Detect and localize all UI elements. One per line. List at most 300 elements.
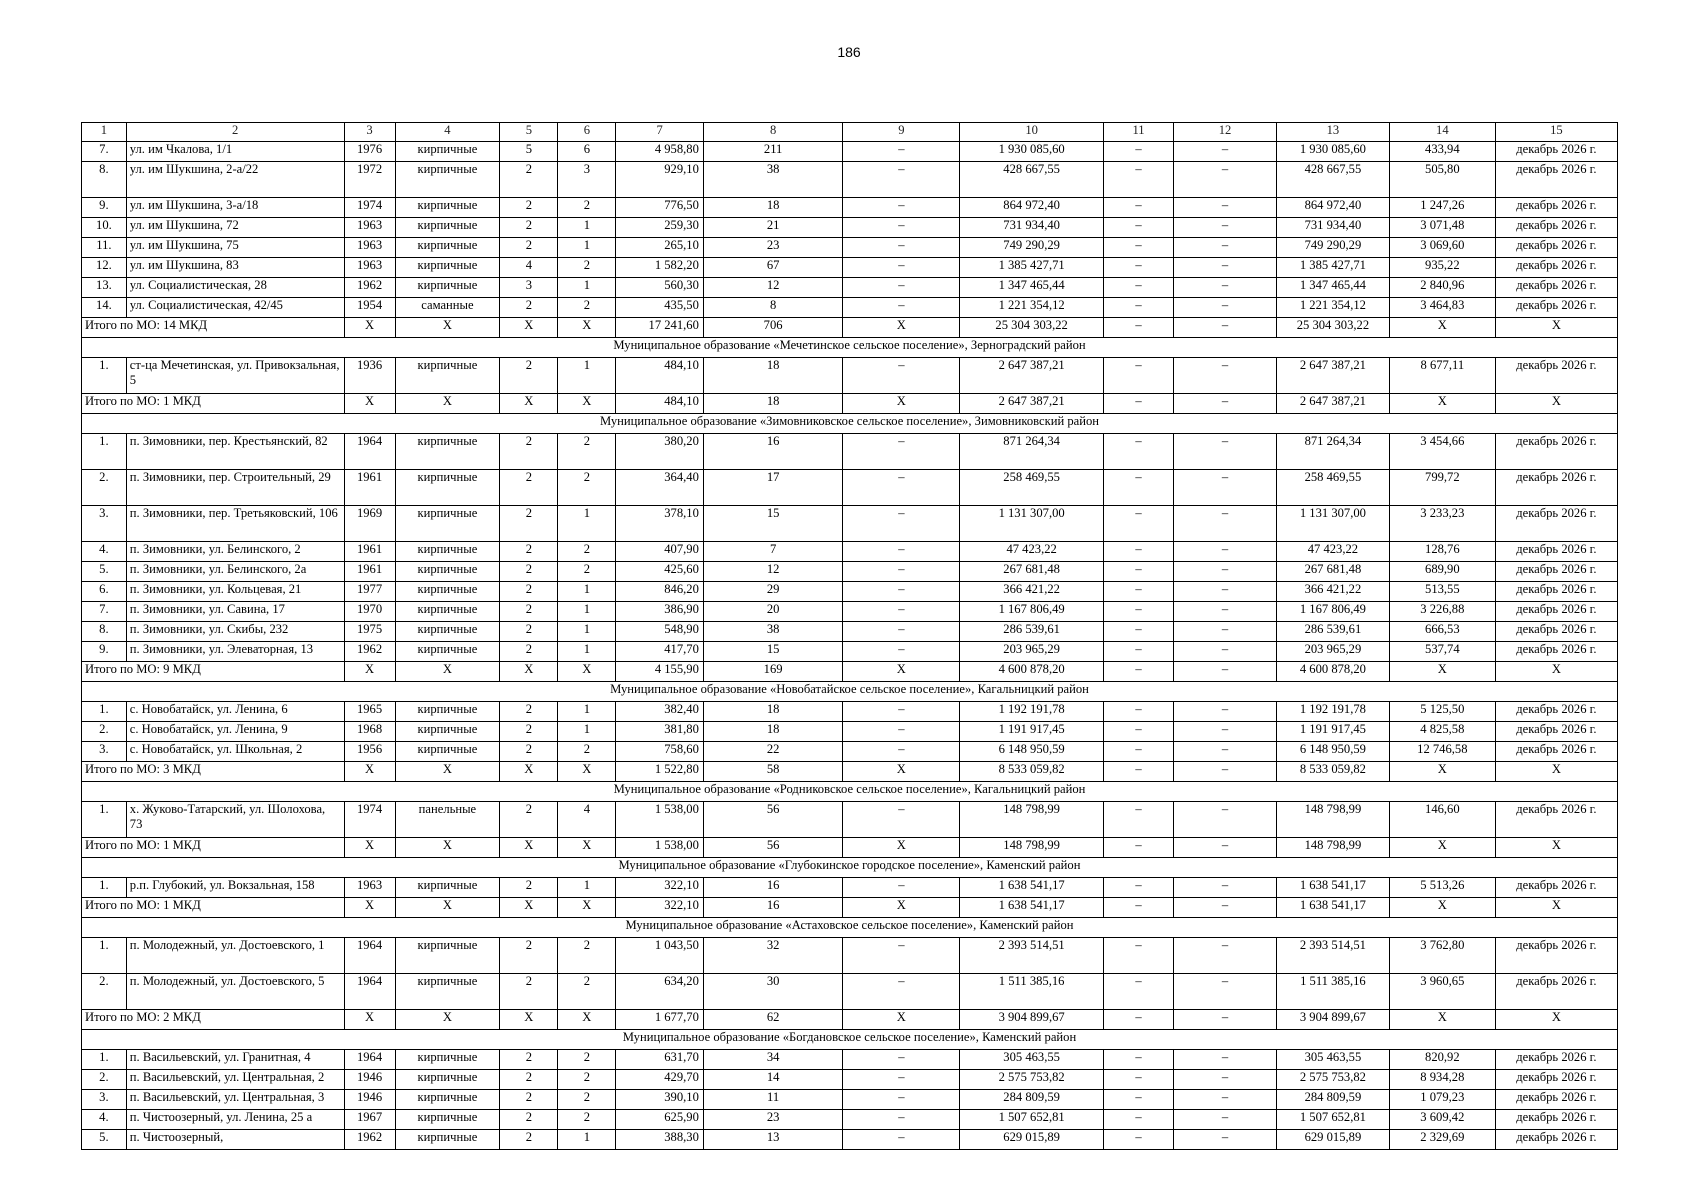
total-area: 631,70 [616, 1050, 704, 1070]
floors: 5 [500, 142, 558, 162]
cost-col-13: 871 264,34 [1276, 434, 1389, 470]
table-row [82, 278, 1618, 298]
table-row [82, 974, 1618, 1010]
column-number: 2 [126, 123, 344, 142]
total-cost: 629 015,89 [960, 1130, 1104, 1150]
cost-col-11: – [1103, 162, 1173, 198]
total-label: Итого по МО: 1 МКД [82, 394, 345, 414]
planned-date: декабрь 2026 г. [1495, 198, 1617, 218]
total-area: 265,10 [616, 238, 704, 258]
column-number: 5 [500, 123, 558, 142]
year-built: 1964 [344, 938, 395, 974]
wall-material: саманные [395, 298, 500, 318]
cost-col-13: 1 385 427,71 [1276, 258, 1389, 278]
residents: 16 [703, 898, 842, 918]
cost-col-13: 203 965,29 [1276, 642, 1389, 662]
table-row [82, 542, 1618, 562]
row-index: 7. [82, 602, 127, 622]
housing-register-table [81, 122, 1618, 1150]
floors: 2 [500, 938, 558, 974]
table-row [82, 562, 1618, 582]
municipality-title: Муниципальное образование «Астаховское сельское поселение», Каменский район [82, 918, 1618, 938]
residents: 56 [703, 802, 842, 838]
total-cost: 286 539,61 [960, 622, 1104, 642]
wall-material: кирпичные [395, 602, 500, 622]
cost-col-11: – [1103, 702, 1173, 722]
table-row [82, 1090, 1618, 1110]
wall-material: кирпичные [395, 142, 500, 162]
wall-material: X [395, 318, 500, 338]
total-area: 390,10 [616, 1090, 704, 1110]
total-area: 634,20 [616, 974, 704, 1010]
table-row [82, 1050, 1618, 1070]
floors: X [500, 838, 558, 858]
cost-col-11: – [1103, 878, 1173, 898]
address: п. Зимовники, ул. Савина, 17 [126, 602, 344, 622]
cost-col-9: – [843, 1090, 960, 1110]
cost-col-12: – [1174, 1110, 1277, 1130]
entrances: 2 [558, 974, 616, 1010]
row-index: 1. [82, 938, 127, 974]
cost-col-13: 2 575 753,82 [1276, 1070, 1389, 1090]
planned-date: декабрь 2026 г. [1495, 278, 1617, 298]
column-number: 9 [843, 123, 960, 142]
residents: 11 [703, 1090, 842, 1110]
cost-col-13: 6 148 950,59 [1276, 742, 1389, 762]
cost-col-9: – [843, 1110, 960, 1130]
total-cost: 428 667,55 [960, 162, 1104, 198]
cost-col-12: – [1174, 358, 1277, 394]
cost-col-12: – [1174, 1070, 1277, 1090]
floors: 2 [500, 1110, 558, 1130]
year-built: 1964 [344, 974, 395, 1010]
total-cost: 2 575 753,82 [960, 1070, 1104, 1090]
residents: 23 [703, 1110, 842, 1130]
row-index: 12. [82, 258, 127, 278]
cost-col-11: – [1103, 662, 1173, 682]
total-area: 4 155,90 [616, 662, 704, 682]
cost-col-9: – [843, 642, 960, 662]
floors: X [500, 662, 558, 682]
residents: 38 [703, 622, 842, 642]
cost-col-9: – [843, 542, 960, 562]
address: п. Чистоозерный, [126, 1130, 344, 1150]
residents: 20 [703, 602, 842, 622]
cost-col-12: – [1174, 938, 1277, 974]
total-cost: 267 681,48 [960, 562, 1104, 582]
total-cost: 2 647 387,21 [960, 394, 1104, 414]
residents: 18 [703, 702, 842, 722]
row-index: 2. [82, 470, 127, 506]
table-row [82, 238, 1618, 258]
year-built: 1963 [344, 238, 395, 258]
cost-per-sqm: 3 960,65 [1389, 974, 1495, 1010]
table-body [82, 123, 1618, 1150]
cost-col-11: – [1103, 602, 1173, 622]
wall-material: кирпичные [395, 582, 500, 602]
wall-material: кирпичные [395, 642, 500, 662]
total-cost: 731 934,40 [960, 218, 1104, 238]
planned-date: декабрь 2026 г. [1495, 582, 1617, 602]
entrances: 2 [558, 542, 616, 562]
total-row [82, 898, 1618, 918]
row-index: 13. [82, 278, 127, 298]
floors: 2 [500, 1090, 558, 1110]
planned-date: декабрь 2026 г. [1495, 974, 1617, 1010]
residents: 15 [703, 642, 842, 662]
wall-material: кирпичные [395, 742, 500, 762]
cost-per-sqm: 3 464,83 [1389, 298, 1495, 318]
cost-col-13: 267 681,48 [1276, 562, 1389, 582]
table-row [82, 142, 1618, 162]
planned-date: X [1495, 318, 1617, 338]
cost-per-sqm: 433,94 [1389, 142, 1495, 162]
entrances: 2 [558, 1110, 616, 1130]
wall-material: кирпичные [395, 1070, 500, 1090]
column-number-row [82, 123, 1618, 142]
address: п. Зимовники, пер. Строительный, 29 [126, 470, 344, 506]
residents: 12 [703, 278, 842, 298]
cost-col-12: – [1174, 878, 1277, 898]
cost-col-9: – [843, 298, 960, 318]
year-built: 1964 [344, 1050, 395, 1070]
cost-col-9: – [843, 1050, 960, 1070]
entrances: 1 [558, 582, 616, 602]
total-area: 417,70 [616, 642, 704, 662]
cost-col-12: – [1174, 722, 1277, 742]
year-built: 1962 [344, 642, 395, 662]
year-built: 1976 [344, 142, 395, 162]
total-area: 4 958,80 [616, 142, 704, 162]
year-built: 1946 [344, 1070, 395, 1090]
floors: 2 [500, 470, 558, 506]
entrances: 1 [558, 642, 616, 662]
residents: 706 [703, 318, 842, 338]
total-row [82, 762, 1618, 782]
residents: 67 [703, 258, 842, 278]
cost-col-12: – [1174, 470, 1277, 506]
total-area: 386,90 [616, 602, 704, 622]
wall-material: кирпичные [395, 218, 500, 238]
planned-date: X [1495, 762, 1617, 782]
year-built: 1961 [344, 562, 395, 582]
floors: X [500, 898, 558, 918]
cost-col-12: – [1174, 1010, 1277, 1030]
address: п. Зимовники, ул. Кольцевая, 21 [126, 582, 344, 602]
column-number: 10 [960, 123, 1104, 142]
residents: 32 [703, 938, 842, 974]
column-number: 14 [1389, 123, 1495, 142]
cost-col-12: – [1174, 542, 1277, 562]
cost-col-13: 1 507 652,81 [1276, 1110, 1389, 1130]
total-area: 776,50 [616, 198, 704, 218]
table-row [82, 1070, 1618, 1090]
cost-col-9: – [843, 142, 960, 162]
cost-col-11: – [1103, 1110, 1173, 1130]
planned-date: декабрь 2026 г. [1495, 506, 1617, 542]
row-index: 9. [82, 642, 127, 662]
cost-col-12: – [1174, 838, 1277, 858]
cost-col-13: 749 290,29 [1276, 238, 1389, 258]
planned-date: декабрь 2026 г. [1495, 878, 1617, 898]
entrances: 2 [558, 1090, 616, 1110]
year-built: 1962 [344, 1130, 395, 1150]
address: ул. Социалистическая, 42/45 [126, 298, 344, 318]
cost-col-11: – [1103, 1010, 1173, 1030]
section-header-row [82, 918, 1618, 938]
planned-date: декабрь 2026 г. [1495, 622, 1617, 642]
total-area: 846,20 [616, 582, 704, 602]
cost-per-sqm: 8 934,28 [1389, 1070, 1495, 1090]
table-row [82, 218, 1618, 238]
year-built: 1954 [344, 298, 395, 318]
total-area: 364,40 [616, 470, 704, 506]
planned-date: декабрь 2026 г. [1495, 1110, 1617, 1130]
cost-col-11: – [1103, 358, 1173, 394]
total-cost: 1 167 806,49 [960, 602, 1104, 622]
total-cost: 1 192 191,78 [960, 702, 1104, 722]
cost-per-sqm: X [1389, 394, 1495, 414]
cost-col-12: – [1174, 582, 1277, 602]
total-area: 484,10 [616, 358, 704, 394]
year-built: 1946 [344, 1090, 395, 1110]
cost-col-13: 1 347 465,44 [1276, 278, 1389, 298]
planned-date: декабрь 2026 г. [1495, 562, 1617, 582]
row-index: 9. [82, 198, 127, 218]
row-index: 1. [82, 434, 127, 470]
residents: 23 [703, 238, 842, 258]
address: п. Зимовники, ул. Скибы, 232 [126, 622, 344, 642]
cost-col-12: – [1174, 1090, 1277, 1110]
total-cost: 258 469,55 [960, 470, 1104, 506]
column-number: 13 [1276, 123, 1389, 142]
total-area: 625,90 [616, 1110, 704, 1130]
floors: 2 [500, 878, 558, 898]
cost-per-sqm: 3 069,60 [1389, 238, 1495, 258]
cost-per-sqm: X [1389, 898, 1495, 918]
residents: 29 [703, 582, 842, 602]
column-number: 3 [344, 123, 395, 142]
planned-date: X [1495, 662, 1617, 682]
cost-col-12: – [1174, 394, 1277, 414]
cost-col-12: – [1174, 218, 1277, 238]
row-index: 1. [82, 702, 127, 722]
cost-col-13: 1 167 806,49 [1276, 602, 1389, 622]
cost-col-13: 2 393 514,51 [1276, 938, 1389, 974]
row-index: 3. [82, 1090, 127, 1110]
cost-col-13: 2 647 387,21 [1276, 358, 1389, 394]
year-built: 1963 [344, 218, 395, 238]
cost-per-sqm: 935,22 [1389, 258, 1495, 278]
year-built: 1963 [344, 258, 395, 278]
address: х. Жуково-Татарский, ул. Шолохова, 73 [126, 802, 344, 838]
cost-col-13: 366 421,22 [1276, 582, 1389, 602]
residents: 18 [703, 198, 842, 218]
address: ст-ца Мечетинская, ул. Привокзальная, 5 [126, 358, 344, 394]
cost-per-sqm: 5 125,50 [1389, 702, 1495, 722]
column-number: 4 [395, 123, 500, 142]
cost-col-9: – [843, 742, 960, 762]
cost-per-sqm: 1 247,26 [1389, 198, 1495, 218]
total-area: 322,10 [616, 898, 704, 918]
cost-col-12: – [1174, 898, 1277, 918]
table-row [82, 642, 1618, 662]
address: п. Зимовники, ул. Белинского, 2а [126, 562, 344, 582]
wall-material: кирпичные [395, 542, 500, 562]
entrances: 1 [558, 722, 616, 742]
cost-col-12: – [1174, 142, 1277, 162]
table-row [82, 434, 1618, 470]
cost-col-11: – [1103, 1070, 1173, 1090]
wall-material: кирпичные [395, 974, 500, 1010]
total-cost: 4 600 878,20 [960, 662, 1104, 682]
planned-date: декабрь 2026 г. [1495, 938, 1617, 974]
total-area: 1 582,20 [616, 258, 704, 278]
planned-date: декабрь 2026 г. [1495, 1130, 1617, 1150]
cost-col-13: 8 533 059,82 [1276, 762, 1389, 782]
row-index: 3. [82, 742, 127, 762]
wall-material: X [395, 1010, 500, 1030]
cost-col-13: 1 930 085,60 [1276, 142, 1389, 162]
total-cost: 1 191 917,45 [960, 722, 1104, 742]
table-row [82, 622, 1618, 642]
entrances: 2 [558, 1070, 616, 1090]
floors: 2 [500, 298, 558, 318]
year-built: 1961 [344, 470, 395, 506]
cost-col-13: 148 798,99 [1276, 838, 1389, 858]
cost-col-12: – [1174, 1050, 1277, 1070]
total-cost: 1 638 541,17 [960, 878, 1104, 898]
row-index: 2. [82, 974, 127, 1010]
residents: 15 [703, 506, 842, 542]
entrances: 2 [558, 258, 616, 278]
year-built: 1956 [344, 742, 395, 762]
wall-material: кирпичные [395, 722, 500, 742]
total-cost: 1 131 307,00 [960, 506, 1104, 542]
address: п. Зимовники, ул. Белинского, 2 [126, 542, 344, 562]
planned-date: декабрь 2026 г. [1495, 142, 1617, 162]
cost-col-13: 1 638 541,17 [1276, 878, 1389, 898]
row-index: 5. [82, 1130, 127, 1150]
table-row [82, 802, 1618, 838]
cost-per-sqm: 4 825,58 [1389, 722, 1495, 742]
floors: 2 [500, 1050, 558, 1070]
cost-col-9: – [843, 878, 960, 898]
total-cost: 6 148 950,59 [960, 742, 1104, 762]
residents: 7 [703, 542, 842, 562]
cost-col-11: – [1103, 802, 1173, 838]
residents: 17 [703, 470, 842, 506]
cost-col-12: – [1174, 742, 1277, 762]
planned-date: X [1495, 394, 1617, 414]
table-row [82, 358, 1618, 394]
address: п. Молодежный, ул. Достоевского, 1 [126, 938, 344, 974]
entrances: 2 [558, 1050, 616, 1070]
floors: 4 [500, 258, 558, 278]
cost-col-9: – [843, 702, 960, 722]
cost-col-9: – [843, 974, 960, 1010]
cost-col-12: – [1174, 602, 1277, 622]
planned-date: декабрь 2026 г. [1495, 542, 1617, 562]
cost-col-13: 428 667,55 [1276, 162, 1389, 198]
wall-material: кирпичные [395, 1050, 500, 1070]
table-row [82, 938, 1618, 974]
total-cost: 1 507 652,81 [960, 1110, 1104, 1130]
residents: 58 [703, 762, 842, 782]
planned-date: декабрь 2026 г. [1495, 218, 1617, 238]
cost-col-9: – [843, 802, 960, 838]
cost-col-12: – [1174, 802, 1277, 838]
cost-col-9: – [843, 238, 960, 258]
row-index: 6. [82, 582, 127, 602]
column-number: 1 [82, 123, 127, 142]
total-cost: 148 798,99 [960, 838, 1104, 858]
total-area: 425,60 [616, 562, 704, 582]
entrances: 1 [558, 278, 616, 298]
table-row [82, 582, 1618, 602]
cost-col-9: X [843, 1010, 960, 1030]
cost-col-9: – [843, 434, 960, 470]
column-number: 6 [558, 123, 616, 142]
entrances: 1 [558, 622, 616, 642]
floors: 2 [500, 642, 558, 662]
floors: X [500, 1010, 558, 1030]
cost-per-sqm: 128,76 [1389, 542, 1495, 562]
cost-col-9: X [843, 394, 960, 414]
wall-material: кирпичные [395, 278, 500, 298]
cost-per-sqm: 799,72 [1389, 470, 1495, 506]
cost-col-13: 1 511 385,16 [1276, 974, 1389, 1010]
total-cost: 871 264,34 [960, 434, 1104, 470]
address: ул. им Шукшина, 2-а/22 [126, 162, 344, 198]
cost-per-sqm: 3 233,23 [1389, 506, 1495, 542]
residents: 21 [703, 218, 842, 238]
entrances: 2 [558, 470, 616, 506]
municipality-title: Муниципальное образование «Глубокинское городское поселение», Каменский район [82, 858, 1618, 878]
year-built: 1975 [344, 622, 395, 642]
total-cost: 47 423,22 [960, 542, 1104, 562]
address: с. Новобатайск, ул. Школьная, 2 [126, 742, 344, 762]
cost-col-13: 284 809,59 [1276, 1090, 1389, 1110]
wall-material: кирпичные [395, 622, 500, 642]
total-cost: 864 972,40 [960, 198, 1104, 218]
floors: 2 [500, 742, 558, 762]
planned-date: декабрь 2026 г. [1495, 470, 1617, 506]
year-built: 1968 [344, 722, 395, 742]
planned-date: декабрь 2026 г. [1495, 258, 1617, 278]
floors: 2 [500, 1130, 558, 1150]
cost-col-9: X [843, 662, 960, 682]
cost-col-11: – [1103, 542, 1173, 562]
cost-col-9: – [843, 622, 960, 642]
table-row [82, 602, 1618, 622]
entrances: 1 [558, 238, 616, 258]
cost-per-sqm: 689,90 [1389, 562, 1495, 582]
cost-col-9: – [843, 506, 960, 542]
cost-col-12: – [1174, 702, 1277, 722]
table-row [82, 198, 1618, 218]
cost-col-9: – [843, 1130, 960, 1150]
floors: X [500, 318, 558, 338]
cost-col-11: – [1103, 506, 1173, 542]
column-number: 8 [703, 123, 842, 142]
cost-col-9: – [843, 162, 960, 198]
cost-col-11: – [1103, 642, 1173, 662]
residents: 62 [703, 1010, 842, 1030]
total-area: 1 538,00 [616, 838, 704, 858]
cost-col-9: – [843, 562, 960, 582]
planned-date: декабрь 2026 г. [1495, 742, 1617, 762]
